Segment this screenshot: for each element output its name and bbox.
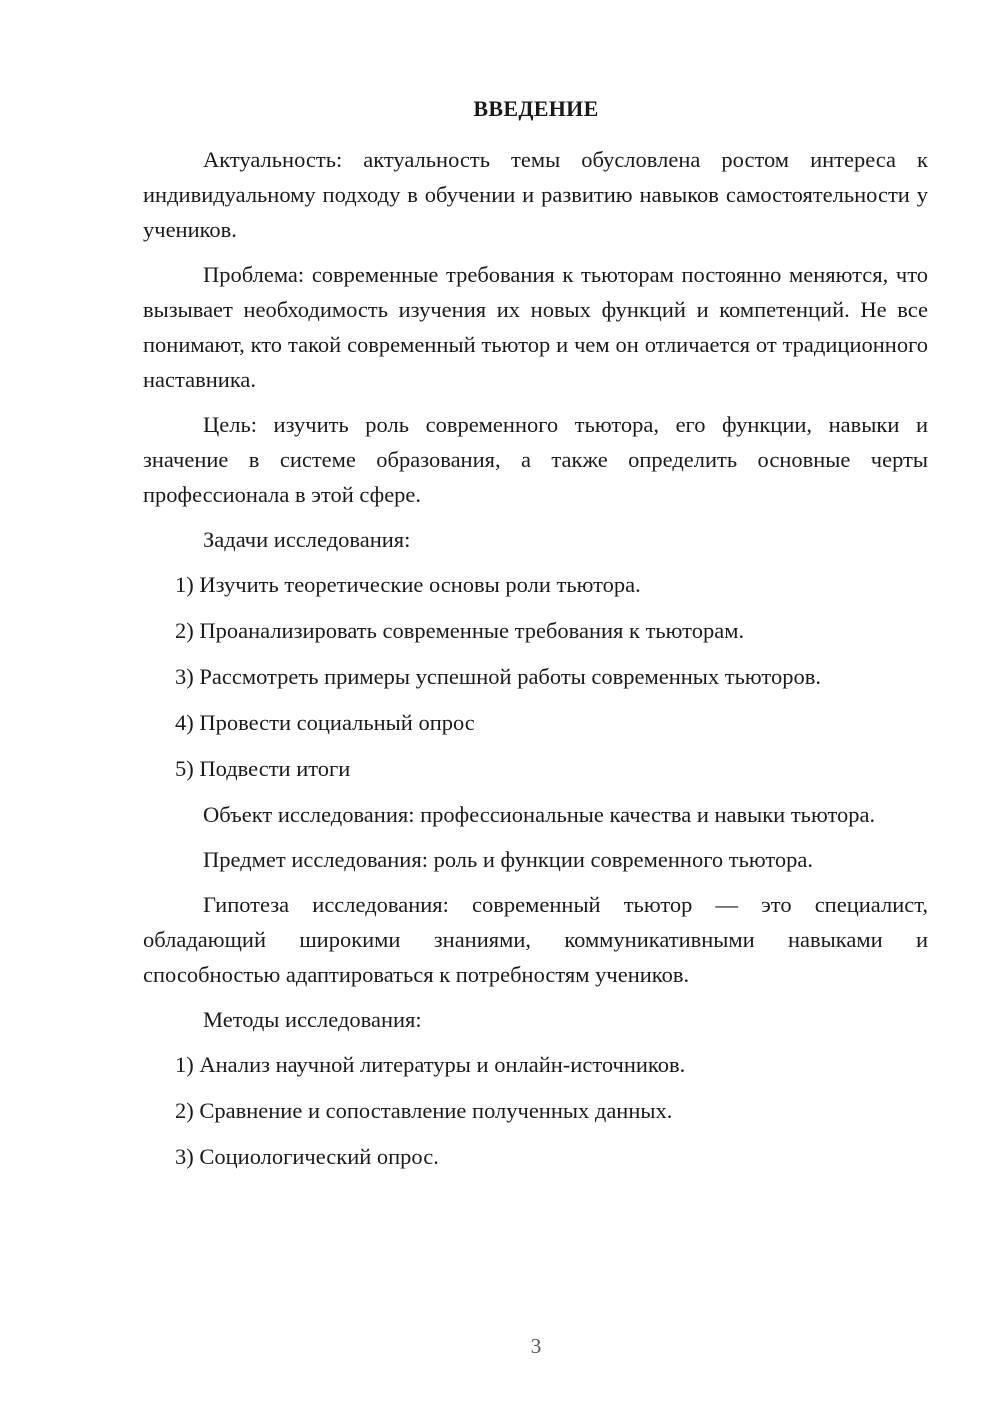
list-item: 2) Сравнение и сопоставление полученных данных. (175, 1098, 673, 1123)
list-item: 1) Изучить теоретические основы роли тьютора. (175, 572, 641, 597)
subject-paragraph: Предмет исследования: роль и функции современного тьютора. (203, 847, 813, 872)
tasks-list (143, 567, 928, 786)
list-item: 3) Социологический опрос. (175, 1144, 439, 1169)
hypothesis-paragraph: Гипотеза исследования: современный тьютор — это специалист, обладающий широкими знаниями, коммуникативными навыками и способностью адаптироваться к потребностям учеников. (143, 892, 928, 987)
page-number: 3 (530, 1334, 542, 1358)
list-item: 1) Анализ научной литературы и онлайн-источников. (175, 1052, 686, 1077)
list-item: 3) Рассмотреть примеры успешной работы современных тьюторов. (175, 664, 821, 689)
tasks-heading: Задачи исследования: (203, 527, 411, 552)
section-title: ВВЕДЕНИЕ (473, 96, 599, 121)
list-item: 4) Провести социальный опрос (175, 710, 475, 735)
list-item: 2) Проанализировать современные требования к тьюторам. (175, 618, 745, 643)
list-item: 5) Подвести итоги (175, 756, 351, 781)
methods-heading: Методы исследования: (203, 1007, 422, 1032)
document-body (143, 142, 928, 1185)
goal-paragraph: Цель: изучить роль современного тьютора, его функции, навыки и значение в системе образования, а также определить основные черты профессионала в этой сфере. (143, 412, 928, 507)
relevance-paragraph: Актуальность: актуальность темы обусловлена ростом интереса к индивидуальному подходу в обучении и развитию навыков самостоятельности у учеников. (143, 147, 928, 242)
object-paragraph: Объект исследования: профессиональные качества и навыки тьютора. (203, 802, 876, 827)
methods-list (143, 1047, 928, 1174)
problem-paragraph: Проблема: современные требования к тьюторам постоянно меняются, что вызывает необходимость изучения их новых функций и компетенций. Не все понимают, кто такой современный тьютор и чем он отличается от традиционного наставника. (143, 262, 928, 392)
